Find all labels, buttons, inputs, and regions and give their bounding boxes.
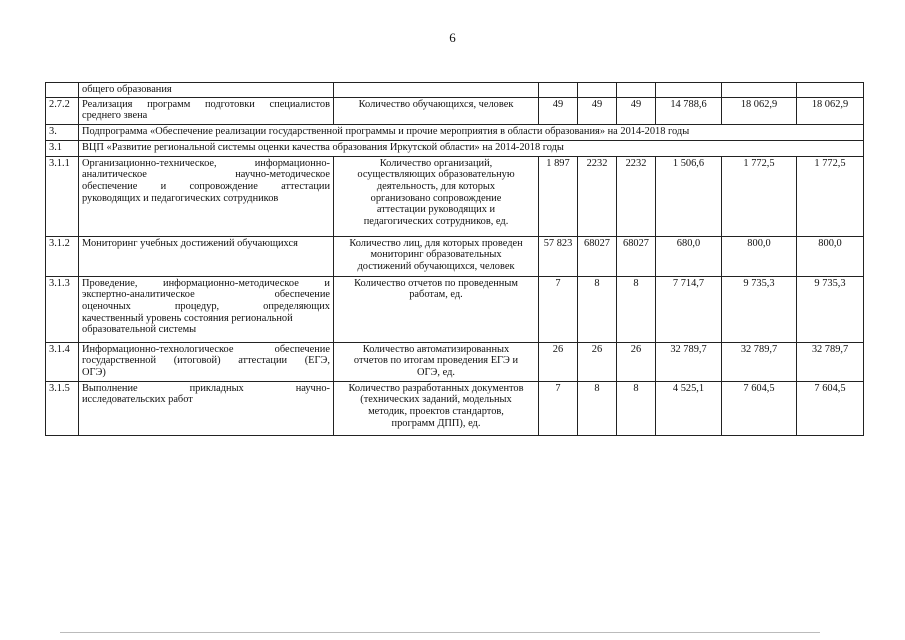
value-cell: 26 [617,342,656,381]
indicator-line: Количество отчетов по проведенным [354,277,518,289]
value-cell: 32 789,7 [656,342,722,381]
indicator-cell [334,156,539,236]
indicator-line: педагогических сотрудников, ед. [363,215,509,227]
row-name-line: Информационно-технологическое обеспечение [82,343,330,355]
indicator-line: работам, ед. [409,289,463,301]
indicator-cell [334,236,539,276]
page-number: 6 [449,30,456,45]
indicator-line: достижений обучающихся, человек [357,260,515,272]
value-cell: 18 062,9 [797,97,864,124]
indicator-line: Количество автоматизированных [362,343,510,355]
value-cell [539,83,578,98]
row-name-line: Выполнение прикладных научно- [82,382,330,394]
row-name-line: обеспечение и сопровождение аттестации [82,180,330,192]
row-number: 3.1.1 [46,156,79,236]
value-cell: 7 604,5 [797,381,864,435]
program-row [46,140,864,156]
value-cell: 1 772,5 [797,156,864,236]
indicator-cell [334,342,539,381]
value-cell: 32 789,7 [797,342,864,381]
row-name-cell [79,381,334,435]
indicator-cell [334,381,539,435]
scan-edge-line [60,632,820,633]
row-name: Реализация программ подготовки специалистов среднего звена [79,97,334,124]
indicator-line: деятельность, для которых [376,180,496,192]
value-cell: 9 735,3 [797,276,864,342]
row-name-cell [79,276,334,342]
value-cell [656,83,722,98]
indicator-line: организовано сопровождение [370,192,502,204]
row-number: 3.1 [46,140,79,156]
indicator-line: ОГЭ, ед. [417,366,455,378]
row-name-line: оценочных процедур, определяющих [82,300,330,312]
value-cell: 68027 [578,236,617,276]
table-row [46,97,864,124]
value-cell: 2232 [578,156,617,236]
row-number: 2.7.2 [46,97,79,124]
row-name-line: руководящих и педагогических сотрудников [82,192,279,204]
value-cell [797,83,864,98]
indicator-line: (технических заданий, модельных [360,394,512,406]
value-cell: 14 788,6 [656,97,722,124]
value-cell: 32 789,7 [722,342,797,381]
value-cell: 8 [578,276,617,342]
table-row [46,342,864,381]
subprogram-row [46,124,864,140]
program-title: ВЦП «Развитие региональной системы оценки качества образования Иркутской области» на 2014-2018 годы [79,140,864,156]
row-number: 3.1.5 [46,381,79,435]
value-cell: 7 [539,276,578,342]
value-cell: 49 [617,97,656,124]
value-cell: 8 [617,276,656,342]
value-cell: 68027 [617,236,656,276]
indicator-line: отчетов по итогам проведения ЕГЭ и [353,355,519,367]
value-cell: 2232 [617,156,656,236]
row-name-line: Проведение, информационно-методическое и [82,277,330,289]
row-number-cell [46,83,79,98]
value-cell: 9 735,3 [722,276,797,342]
value-cell [578,83,617,98]
row-name-line: образовательной системы [82,324,197,336]
value-cell: 26 [539,342,578,381]
value-cell: 7 604,5 [722,381,797,435]
value-cell: 7 714,7 [656,276,722,342]
indicator-line: Количество организаций, [379,157,493,169]
value-cell: 1 897 [539,156,578,236]
indicator-line: осуществляющих образовательную [357,169,515,181]
table-row [46,236,864,276]
value-cell: 1 772,5 [722,156,797,236]
row-name-line: аналитическое научно-методическое [82,169,330,181]
value-cell [722,83,797,98]
table-row [46,381,864,435]
value-cell: 26 [578,342,617,381]
indicator-line: Количество лиц, для которых проведен [349,237,523,249]
row-name-line: исследовательских работ [82,394,193,406]
row-number: 3.1.2 [46,236,79,276]
value-cell: 800,0 [722,236,797,276]
row-name-line: ОГЭ) [82,366,106,378]
indicator-line: программ ДПП), ед. [391,417,481,429]
row-name: общего образования [82,84,172,95]
value-cell: 7 [539,381,578,435]
row-name-cell [79,342,334,381]
row-name-line: экспертно-аналитическое обеспечение [82,289,330,301]
value-cell: 1 506,6 [656,156,722,236]
row-name-cell [79,83,334,98]
table-row [46,83,864,98]
value-cell: 800,0 [797,236,864,276]
row-number: 3.1.3 [46,276,79,342]
row-number: 3.1.4 [46,342,79,381]
indicator-line: методик, проектов стандартов, [368,405,504,417]
value-cell: 4 525,1 [656,381,722,435]
program-table [45,82,864,436]
row-name-cell [79,156,334,236]
value-cell: 57 823 [539,236,578,276]
indicator-cell [334,276,539,342]
row-name-line: качественный уровень состояния региональной [82,312,293,324]
indicator-line: Количество разработанных документов [348,382,524,394]
subprogram-title: Подпрограмма «Обеспечение реализации государственной программы и прочие мероприятия в области образования» на 2014-2018 годы [79,124,864,140]
value-cell: 18 062,9 [722,97,797,124]
row-name-line: Организационно-техническое, информационно- [82,157,330,169]
value-cell [617,83,656,98]
value-cell: 680,0 [656,236,722,276]
table-row [46,156,864,236]
value-cell: 8 [578,381,617,435]
value-cell: 8 [617,381,656,435]
table-row [46,276,864,342]
row-name-line: государственной (итоговой) аттестации (ЕГЭ, [82,355,330,367]
row-number: 3. [46,124,79,140]
row-name: Мониторинг учебных достижений обучающихся [79,236,334,276]
indicator-line: мониторинг образовательных [370,249,502,261]
value-cell: 49 [539,97,578,124]
indicator-cell [334,83,539,98]
indicator-text: Количество обучающихся, человек [334,97,539,124]
indicator-line: аттестации руководящих и [376,204,496,216]
value-cell: 49 [578,97,617,124]
